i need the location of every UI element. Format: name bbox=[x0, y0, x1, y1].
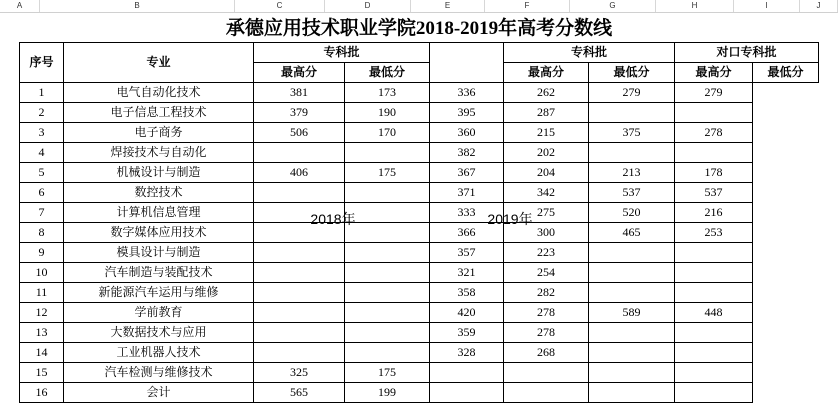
cell-duikou-max: 520 bbox=[589, 203, 675, 223]
header-seq: 序号 bbox=[20, 43, 64, 83]
cell-duikou-min bbox=[675, 343, 753, 363]
table-row bbox=[20, 303, 819, 323]
header-group-2019-duikou: 对口专科批 bbox=[675, 43, 819, 63]
cell-duikou-max: 589 bbox=[589, 303, 675, 323]
header-2018-min: 最低分 bbox=[345, 63, 430, 83]
header-duikou-min: 最低分 bbox=[753, 63, 819, 83]
cell-duikou-max bbox=[589, 343, 675, 363]
cell-duikou-min bbox=[675, 103, 753, 123]
table-row bbox=[20, 283, 819, 303]
cell-2018-min bbox=[345, 243, 430, 263]
cell-major: 模具设计与制造 bbox=[64, 243, 254, 263]
cell-2018-max: 325 bbox=[254, 363, 345, 383]
cell-2018-min bbox=[345, 303, 430, 323]
year-label-2019: 2019年 bbox=[487, 211, 533, 227]
cell-major: 大数据技术与应用 bbox=[64, 323, 254, 343]
cell-2019-max: 382 bbox=[430, 143, 504, 163]
table-header-row-1 bbox=[20, 43, 819, 63]
scores-table bbox=[19, 42, 819, 403]
cell-2019-min: 202 bbox=[504, 143, 589, 163]
cell-seq: 5 bbox=[20, 163, 64, 183]
table-row bbox=[20, 203, 819, 223]
cell-2018-min: 199 bbox=[345, 383, 430, 403]
cell-2018-max bbox=[254, 263, 345, 283]
cell-seq: 1 bbox=[20, 83, 64, 103]
cell-major: 数控技术 bbox=[64, 183, 254, 203]
cell-2018-max: 381 bbox=[254, 83, 345, 103]
column-header-f[interactable]: F bbox=[485, 0, 570, 12]
cell-2019-max: 395 bbox=[430, 103, 504, 123]
cell-duikou-min bbox=[675, 363, 753, 383]
table-row bbox=[20, 123, 819, 143]
cell-duikou-max: 465 bbox=[589, 223, 675, 243]
cell-seq: 10 bbox=[20, 263, 64, 283]
cell-2018-min: 170 bbox=[345, 123, 430, 143]
cell-2018-max: 506 bbox=[254, 123, 345, 143]
table-row bbox=[20, 103, 819, 123]
cell-2018-min bbox=[345, 263, 430, 283]
cell-duikou-max bbox=[589, 283, 675, 303]
cell-2019-min: 278 bbox=[504, 303, 589, 323]
cell-2019-min: 223 bbox=[504, 243, 589, 263]
cell-2018-max bbox=[254, 183, 345, 203]
cell-2018-max: 565 bbox=[254, 383, 345, 403]
cell-2019-min: 275 bbox=[504, 203, 589, 223]
cell-duikou-max bbox=[589, 363, 675, 383]
header-duikou-max: 最高分 bbox=[675, 63, 753, 83]
cell-2019-max: 366 bbox=[430, 223, 504, 243]
column-header-j[interactable]: J bbox=[800, 0, 838, 12]
cell-seq: 11 bbox=[20, 283, 64, 303]
column-header-h[interactable]: H bbox=[656, 0, 734, 12]
column-header-b[interactable]: B bbox=[40, 0, 235, 12]
cell-2018-max bbox=[254, 303, 345, 323]
cell-seq: 8 bbox=[20, 223, 64, 243]
cell-2019-min: 278 bbox=[504, 323, 589, 343]
table-row bbox=[20, 183, 819, 203]
header-group-2018: 专科批 bbox=[254, 43, 430, 63]
cell-2018-min bbox=[345, 323, 430, 343]
header-2018-max: 最高分 bbox=[254, 63, 345, 83]
table-row bbox=[20, 83, 819, 103]
table-row bbox=[20, 343, 819, 363]
cell-major: 会计 bbox=[64, 383, 254, 403]
cell-2019-min: 300 bbox=[504, 223, 589, 243]
cell-seq: 6 bbox=[20, 183, 64, 203]
cell-duikou-min: 278 bbox=[675, 123, 753, 143]
table-body bbox=[20, 83, 819, 403]
table-row bbox=[20, 263, 819, 283]
cell-duikou-min bbox=[675, 143, 753, 163]
cell-2019-max: 359 bbox=[430, 323, 504, 343]
cell-duikou-min bbox=[675, 263, 753, 283]
cell-duikou-min: 279 bbox=[675, 83, 753, 103]
table-row bbox=[20, 383, 819, 403]
cell-2019-max: 321 bbox=[430, 263, 504, 283]
cell-major: 汽车检测与维修技术 bbox=[64, 363, 254, 383]
table-row bbox=[20, 323, 819, 343]
column-header-i[interactable]: I bbox=[734, 0, 800, 12]
cell-duikou-min bbox=[675, 283, 753, 303]
year-label-2018: 2018年 bbox=[310, 211, 356, 227]
cell-seq: 14 bbox=[20, 343, 64, 363]
cell-2019-max: 333 bbox=[430, 203, 504, 223]
cell-2018-min: 175 bbox=[345, 163, 430, 183]
cell-2018-min bbox=[345, 343, 430, 363]
cell-seq: 3 bbox=[20, 123, 64, 143]
cell-2019-min: 254 bbox=[504, 263, 589, 283]
table-row bbox=[20, 143, 819, 163]
cell-seq: 7 bbox=[20, 203, 64, 223]
cell-seq: 2 bbox=[20, 103, 64, 123]
cell-2019-max: 328 bbox=[430, 343, 504, 363]
cell-major: 新能源汽车运用与维修 bbox=[64, 283, 254, 303]
cell-duikou-max bbox=[589, 383, 675, 403]
table-row bbox=[20, 163, 819, 183]
cell-2018-min: 190 bbox=[345, 103, 430, 123]
cell-2018-min bbox=[345, 183, 430, 203]
cell-major: 数字媒体应用技术 bbox=[64, 223, 254, 243]
cell-2018-max: 379 bbox=[254, 103, 345, 123]
cell-2018-max bbox=[254, 343, 345, 363]
cell-2019-min: 282 bbox=[504, 283, 589, 303]
cell-2018-max bbox=[254, 143, 345, 163]
cell-2018-min: 175 bbox=[345, 363, 430, 383]
cell-duikou-max: 279 bbox=[589, 83, 675, 103]
header-2019-min: 最低分 bbox=[589, 63, 675, 83]
cell-major: 电子信息工程技术 bbox=[64, 103, 254, 123]
cell-duikou-max bbox=[589, 103, 675, 123]
cell-2019-min: 287 bbox=[504, 103, 589, 123]
cell-2019-max: 371 bbox=[430, 183, 504, 203]
cell-duikou-min: 178 bbox=[675, 163, 753, 183]
cell-2018-max bbox=[254, 243, 345, 263]
cell-duikou-max bbox=[589, 243, 675, 263]
cell-duikou-min bbox=[675, 383, 753, 403]
cell-duikou-max: 213 bbox=[589, 163, 675, 183]
cell-duikou-min bbox=[675, 323, 753, 343]
column-header-d[interactable]: D bbox=[325, 0, 411, 12]
header-2019-max: 最高分 bbox=[504, 63, 589, 83]
cell-2019-max: 357 bbox=[430, 243, 504, 263]
cell-2019-max: 367 bbox=[430, 163, 504, 183]
cell-duikou-min: 216 bbox=[675, 203, 753, 223]
table-row bbox=[20, 223, 819, 243]
cell-2019-min: 342 bbox=[504, 183, 589, 203]
cell-major: 机械设计与制造 bbox=[64, 163, 254, 183]
cell-major: 学前教育 bbox=[64, 303, 254, 323]
cell-2019-max: 360 bbox=[430, 123, 504, 143]
cell-2019-max: 358 bbox=[430, 283, 504, 303]
cell-major: 焊接技术与自动化 bbox=[64, 143, 254, 163]
cell-duikou-min: 253 bbox=[675, 223, 753, 243]
cell-duikou-min: 448 bbox=[675, 303, 753, 323]
cell-2019-min: 268 bbox=[504, 343, 589, 363]
cell-2019-min bbox=[504, 363, 589, 383]
cell-2018-min bbox=[345, 143, 430, 163]
cell-duikou-max: 375 bbox=[589, 123, 675, 143]
cell-duikou-min: 537 bbox=[675, 183, 753, 203]
table-row bbox=[20, 363, 819, 383]
cell-major: 计算机信息管理 bbox=[64, 203, 254, 223]
cell-duikou-max bbox=[589, 263, 675, 283]
header-major: 专业 bbox=[64, 43, 254, 83]
cell-2019-min: 215 bbox=[504, 123, 589, 143]
page-title: 承德应用技术职业学院2018-2019年高考分数线 bbox=[225, 18, 613, 39]
table-row bbox=[20, 243, 819, 263]
cell-seq: 16 bbox=[20, 383, 64, 403]
cell-2019-min: 204 bbox=[504, 163, 589, 183]
cell-2019-min bbox=[504, 383, 589, 403]
cell-major: 汽车制造与装配技术 bbox=[64, 263, 254, 283]
cell-seq: 4 bbox=[20, 143, 64, 163]
cell-major: 工业机器人技术 bbox=[64, 343, 254, 363]
cell-2018-max: 406 bbox=[254, 163, 345, 183]
cell-2019-max bbox=[430, 383, 504, 403]
column-header-a[interactable]: A bbox=[0, 0, 40, 12]
cell-2018-min bbox=[345, 283, 430, 303]
column-header-g[interactable]: G bbox=[570, 0, 656, 12]
cell-major: 电子商务 bbox=[64, 123, 254, 143]
cell-2019-min: 262 bbox=[504, 83, 589, 103]
cell-seq: 12 bbox=[20, 303, 64, 323]
column-header-e[interactable]: E bbox=[411, 0, 485, 12]
cell-seq: 15 bbox=[20, 363, 64, 383]
cell-2019-max: 336 bbox=[430, 83, 504, 103]
cell-2018-max bbox=[254, 283, 345, 303]
cell-seq: 9 bbox=[20, 243, 64, 263]
column-header-strip bbox=[0, 0, 838, 13]
cell-duikou-max bbox=[589, 143, 675, 163]
cell-2019-max bbox=[430, 363, 504, 383]
spacer-column bbox=[430, 43, 504, 83]
header-group-2019: 专科批 bbox=[504, 43, 675, 63]
cell-duikou-max bbox=[589, 323, 675, 343]
cell-seq: 13 bbox=[20, 323, 64, 343]
cell-2018-min: 173 bbox=[345, 83, 430, 103]
cell-duikou-max: 537 bbox=[589, 183, 675, 203]
cell-duikou-min bbox=[675, 243, 753, 263]
cell-2018-max bbox=[254, 323, 345, 343]
cell-major: 电气自动化技术 bbox=[64, 83, 254, 103]
cell-2019-max: 420 bbox=[430, 303, 504, 323]
column-header-c[interactable]: C bbox=[235, 0, 325, 12]
